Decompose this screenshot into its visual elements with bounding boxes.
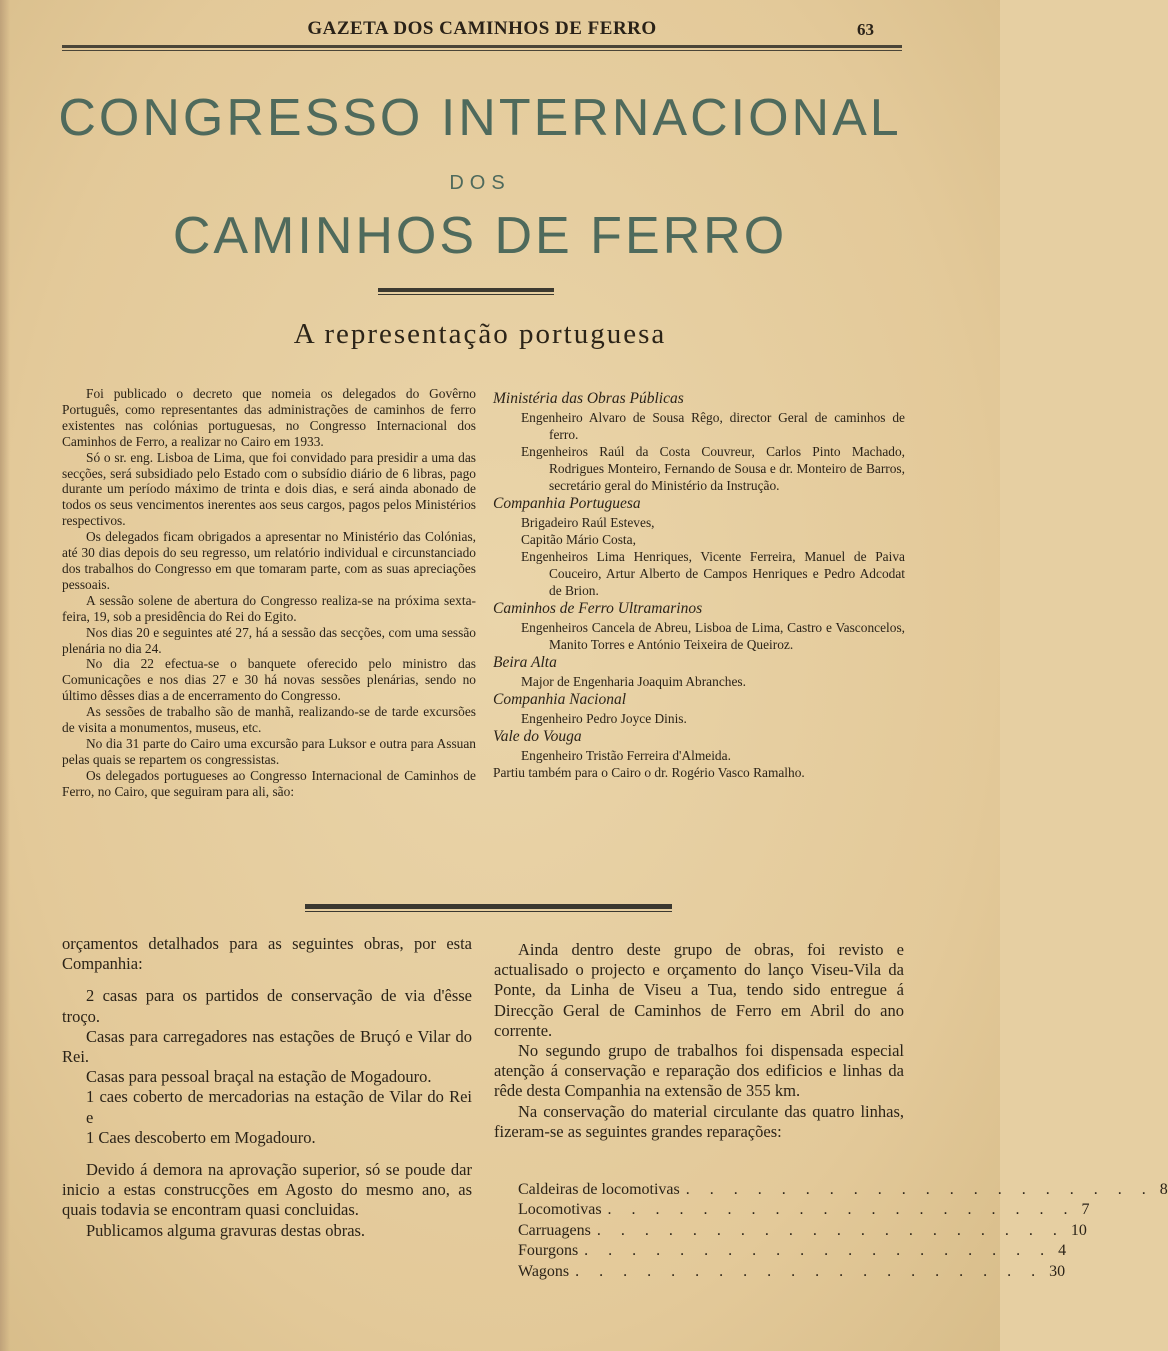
repairs-row [518, 1221, 1087, 1241]
delegates-column [493, 389, 905, 781]
leader-dots: . . . . . . . . . . . . . . . . . . . . [575, 1262, 1044, 1280]
header-rule [62, 45, 902, 51]
headline-line-1: CONGRESSO INTERNACIONAL [58, 89, 902, 147]
intro-paragraph: A sessão solene de abertura do Congresso realiza-se na próxima sexta-feira, 19, sob a presidência do Rei do Egito. [62, 592, 476, 624]
intro-paragraph: As sessões de trabalho são de manhã, realizando-se de tarde excursões de visita a monumentos, museus, etc. [62, 704, 476, 736]
delegate-entry: Engenheiro Tristão Ferreira d'Almeida. [521, 748, 731, 763]
works-sub-item: 1 Caes descoberto em Mogadouro. [86, 1127, 316, 1147]
intro-paragraph: Foi publicado o decreto que nomeia os delegados do Govêrno Português, como representantes das administrações de caminhos de ferro existentes nas colónias portuguesas, no Congresso Internacional dos Caminhos de Ferro, a realizar no Cairo em 1933. [62, 386, 476, 449]
delegation-group-title: Companhia Nacional [493, 691, 627, 708]
delegation-group-title: Ministéria das Obras Públicas [493, 390, 684, 407]
leader-dots: . . . . . . . . . . . . . . . . . . . . [596, 1221, 1065, 1239]
delegate-entry: Engenheiros Raúl da Costa Couvreur, Carlos Pinto Machado, Rodrigues Monteiro, Fernando de Sousa e dr. Monteiro de Barros, secretário geral do Ministério da Instrução. [521, 444, 905, 493]
text-paragraph: Ainda dentro deste grupo de obras, foi revisto e actualisado o projecto e orçamento do lanço Viseu-Vila da Ponte, da Linha de Viseu a Tua, tendo sido entregue á Direcção Geral de Caminhos de Ferro em Abril do ano corrente. [494, 940, 904, 1040]
repair-item-name: Fourgons [518, 1242, 579, 1260]
delegate-entry: Engenheiros Lima Henriques, Vicente Ferreira, Manuel de Paiva Couceiro, Artur Alberto de Campos Henriques e Pedro Adcodat de Brion. [521, 549, 905, 598]
repairs-table [518, 1180, 1168, 1282]
repair-item-name: Locomotivas [518, 1201, 602, 1219]
repair-item-count: 4 [1058, 1242, 1067, 1260]
works-sub-item: 1 caes coberto de mercadorias na estação de Vilar do Rei e [86, 1087, 472, 1127]
delegate-entry: Engenheiros Cancela de Abreu, Lisboa de Lima, Castro e Vasconcelos, Manito Torres e António Teixeira de Queiroz. [521, 620, 905, 652]
text-paragraph: Devido á demora na aprovação superior, só se poude dar inicio a estas construcções em Agosto do mesmo ano, as quais todavia se encontram quasi concluidas. [62, 1160, 472, 1220]
running-head [62, 18, 902, 42]
repair-item-name: Wagons [518, 1262, 570, 1280]
text-paragraph: Na conservação do material circulante das quatro linhas, fizeram-se as seguintes grandes reparações: [494, 1101, 904, 1141]
delegation-group-title: Vale do Vouga [493, 728, 582, 745]
repair-item-count: 8 [1159, 1181, 1168, 1198]
delegate-entry: Capitão Mário Costa, [521, 532, 636, 547]
repair-item-name: Carruagens [518, 1221, 591, 1239]
delegate-entry: Engenheiro Pedro Joyce Dinis. [521, 711, 687, 726]
repair-item-count: 7 [1081, 1201, 1090, 1219]
intro-paragraph: No dia 31 parte do Cairo uma excursão para Luksor e outra para Assuan pelas quais se repartem os congressistas. [62, 735, 476, 767]
leader-dots: . . . . . . . . . . . . . . . . . . . . [685, 1181, 1154, 1198]
section-divider-rule [305, 904, 672, 912]
headline-line-3: CAMINHOS DE FERRO [172, 207, 788, 265]
text-paragraph: orçamentos detalhados para as seguintes obras, por esta Companhia: [62, 934, 472, 974]
article-subtitle: A representação portuguesa [293, 318, 667, 350]
repair-item-count: 30 [1049, 1262, 1066, 1280]
delegates-footer-note: Partiu também para o Cairo o dr. Rogério Vasco Ramalho. [493, 765, 805, 780]
repairs-row [518, 1180, 1168, 1200]
intro-paragraph: Nos dias 20 e seguintes até 27, há a sessão das secções, com uma sessão plenária no dia 24. [62, 624, 476, 656]
repairs-row [518, 1200, 1090, 1220]
works-list-item: Casas para pessoal braçal na estação de Mogadouro. [86, 1067, 432, 1087]
delegation-group-title: Caminhos de Ferro Ultramarinos [493, 600, 703, 617]
intro-paragraph: No dia 22 efectua-se o banquete oferecido pelo ministro das Comunicações e nos dias 27 e 30 há novas sessões plenárias, sendo no último dêsses dias a de encerramento do Congresso. [62, 656, 476, 704]
works-list-item: 2 casas para os partidos de conservação de via d'êsse troço. [62, 986, 472, 1026]
intro-column [62, 386, 476, 800]
delegate-entry: Engenheiro Alvaro de Sousa Rêgo, director Geral de caminhos de ferro. [521, 410, 905, 442]
repairs-row [518, 1241, 1067, 1261]
headline-rule [378, 288, 554, 295]
text-paragraph: No segundo grupo de trabalhos foi dispensada especial atenção á conservação e reparação dos edificios e linhas da rêde desta Companhia na extensão de 355 km. [494, 1041, 904, 1101]
repairs-row [518, 1262, 1066, 1282]
delegate-entry: Major de Engenharia Joaquim Abranches. [521, 674, 746, 689]
binding-shadow [0, 0, 10, 1351]
intro-paragraph: Os delegados ficam obrigados a apresentar no Ministério das Colónias, até 30 dias depois do seu regresso, um relatório individual e circunstanciado dos trabalhos do Congresso em que tomaram parte, com as suas apreciações pessoais. [62, 529, 476, 592]
works-list-item: Casas para carregadores nas estações de Bruçó e Vilar do Rei. [62, 1026, 472, 1067]
lower-left-column [62, 934, 472, 1241]
repair-item-count: 10 [1070, 1221, 1087, 1239]
delegation-group-title: Beira Alta [493, 654, 557, 671]
text-paragraph: Publicamos alguma gravuras destas obras. [86, 1220, 366, 1240]
delegate-entry: Brigadeiro Raúl Esteves, [521, 515, 655, 530]
lower-right-column [494, 940, 904, 1142]
intro-paragraph: Só o sr. eng. Lisboa de Lima, que foi convidado para presidir a uma das secções, será subsidiado pelo Estado com o subsídio diário de 6 libras, pago durante um período máximo de trinta e dois dias, e será ainda abonado de todos os seus vencimentos inerentes aos seus cargos, pagos pelos Ministérios respectivos. [62, 449, 476, 529]
page-number: 63 [857, 20, 874, 39]
journal-title: GAZETA DOS CAMINHOS DE FERRO [307, 18, 657, 39]
leader-dots: . . . . . . . . . . . . . . . . . . . . [607, 1201, 1076, 1219]
intro-paragraph: Os delegados portugueses ao Congresso Internacional de Caminhos de Ferro, no Cairo, que seguiram para ali, são: [62, 767, 476, 799]
leader-dots: . . . . . . . . . . . . . . . . . . . . [584, 1242, 1053, 1260]
delegation-group-title: Companhia Portuguesa [493, 495, 641, 512]
headline-line-2: DOS [449, 172, 511, 194]
repair-item-name: Caldeiras de locomotivas [518, 1181, 680, 1198]
